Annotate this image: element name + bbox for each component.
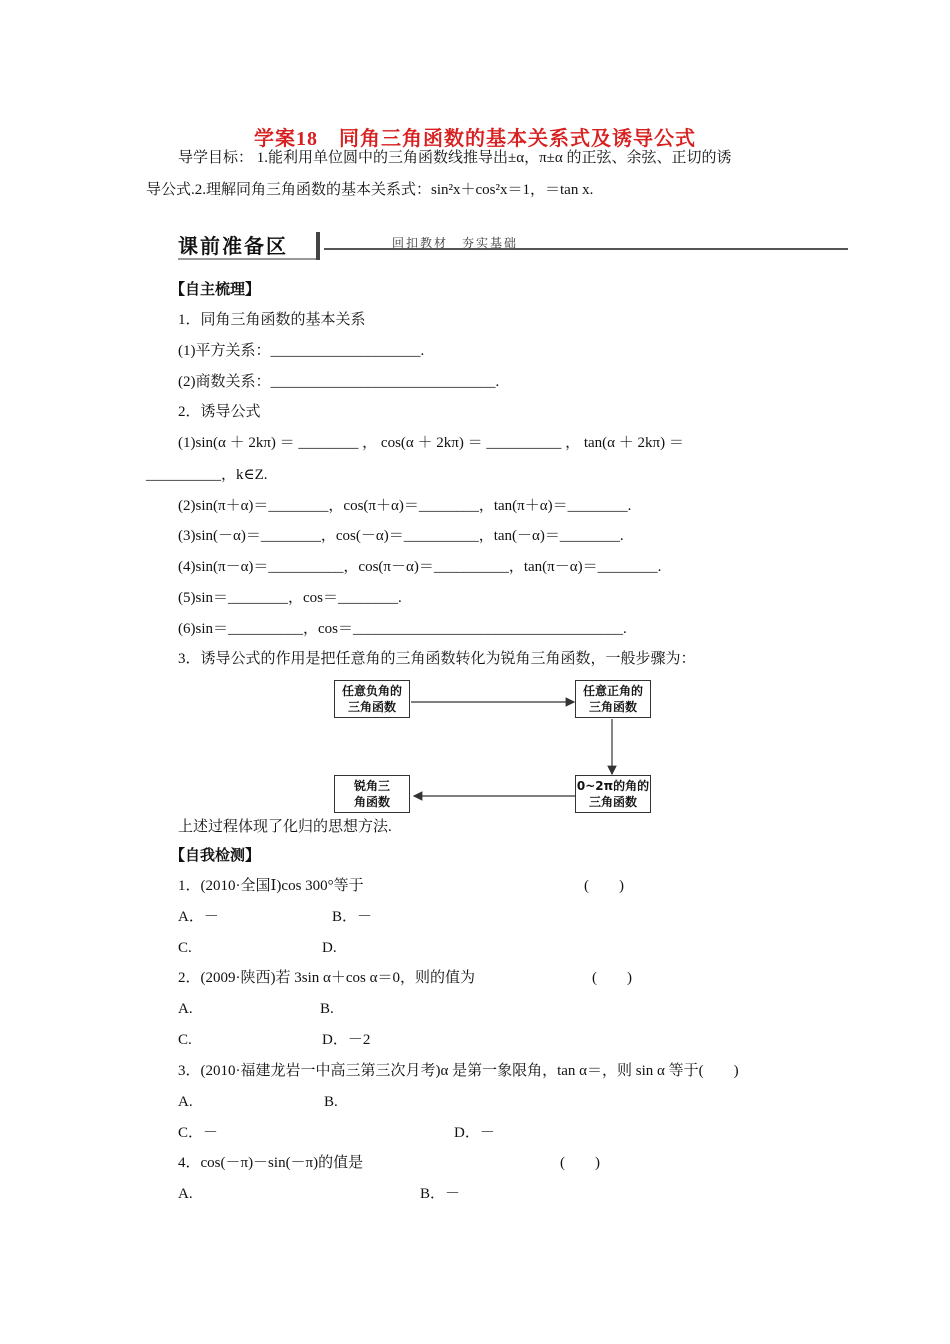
review-item: __________，k∈Z. <box>146 467 268 483</box>
flow-box-line: 任意负角的 <box>341 684 402 698</box>
option-a: A. <box>178 1186 193 1202</box>
review-item: (2)sin(π＋α)＝________，cos(π＋α)＝________，tan(π＋α)＝________. <box>178 498 632 514</box>
flow-box-0-2pi-angle <box>575 775 651 813</box>
option-d: D. <box>322 940 337 956</box>
flow-box-line: 三角函数 <box>588 700 637 714</box>
option-a: A．－ <box>178 909 219 925</box>
review-heading: 【自主梳理】 <box>170 282 261 298</box>
flow-box-positive-angle <box>575 680 651 718</box>
flow-box-line: 三角函数 <box>588 795 637 809</box>
answer-bracket: ( ) <box>592 970 632 986</box>
review-item: 2．诱导公式 <box>178 404 261 420</box>
option-b: B. <box>320 1001 334 1017</box>
option-c: C. <box>178 940 192 956</box>
flow-box-line: 三角函数 <box>347 700 396 714</box>
review-item: 1．同角三角函数的基本关系 <box>178 312 366 328</box>
selftest-heading: 【自我检测】 <box>170 848 261 864</box>
option-c: C. <box>178 1032 192 1048</box>
question-stem: 4．cos(－π)－sin(－π)的值是 <box>178 1155 364 1171</box>
review-item: (2)商数关系：______________________________. <box>178 374 500 390</box>
flow-box-acute-angle <box>334 775 410 813</box>
review-item: (1)平方关系：____________________. <box>178 343 425 359</box>
answer-bracket: ( ) <box>560 1155 600 1171</box>
question-stem: 2．(2009·陕西)若 3sin α＋cos α＝0，则的值为 <box>178 970 475 986</box>
review-conclusion: 上述过程体现了化归的思想方法. <box>178 819 392 835</box>
banner-slogan: 回扣教材 夯实基础 <box>392 236 519 250</box>
review-item: (5)sin＝________，cos＝________. <box>178 590 402 606</box>
flow-box-line: 0~2π的角的 <box>576 779 650 793</box>
guide-line-1: 导学目标： 1.能利用单位圆中的三角函数线推导出±α，π±α 的正弦、余弦、正切的诱 <box>178 150 732 166</box>
review-item: (6)sin＝__________，cos＝____________________________________. <box>178 621 627 637</box>
review-item: (4)sin(π－α)＝__________，cos(π－α)＝__________，tan(π－α)＝________. <box>178 559 662 575</box>
review-item: (1)sin(α ＋ 2kπ) ＝ ________ ， cos(α ＋ 2kπ) ＝ __________ ， tan(α ＋ 2kπ) ＝ <box>178 435 684 451</box>
flow-box-line: 角函数 <box>353 795 390 809</box>
option-d: D．－2 <box>322 1032 371 1048</box>
review-item: (3)sin(－α)＝________，cos(－α)＝__________，tan(－α)＝________. <box>178 528 624 544</box>
review-item: 3．诱导公式的作用是把任意角的三角函数转化为锐角三角函数，一般步骤为： <box>178 651 696 667</box>
answer-bracket: ( ) <box>584 878 624 894</box>
option-d: D．－ <box>454 1125 495 1141</box>
guide-line-2: 导公式.2.理解同角三角函数的基本关系式：sin²x＋cos²x＝1，＝tan x. <box>146 182 594 198</box>
option-b: B．－ <box>332 909 373 925</box>
option-a: A. <box>178 1001 193 1017</box>
banner-label: 课前准备区 <box>178 234 288 258</box>
option-b: B. <box>324 1094 338 1110</box>
page-title: 学案18 同角三角函数的基本关系式及诱导公式 <box>254 128 696 150</box>
flow-box-line: 锐角三 <box>353 779 390 793</box>
option-a: A. <box>178 1094 193 1110</box>
question-stem: 3．(2010·福建龙岩一中高三第三次月考)α 是第一象限角，tan α＝，则 sin α 等于( ) <box>178 1063 739 1079</box>
flow-box-negative-angle <box>334 680 410 718</box>
question-stem: 1．(2010·全国Ⅰ)cos 300°等于 <box>178 878 364 894</box>
option-b: B．－ <box>420 1186 461 1202</box>
flow-box-line: 任意正角的 <box>582 684 643 698</box>
option-c: C．－ <box>178 1125 219 1141</box>
